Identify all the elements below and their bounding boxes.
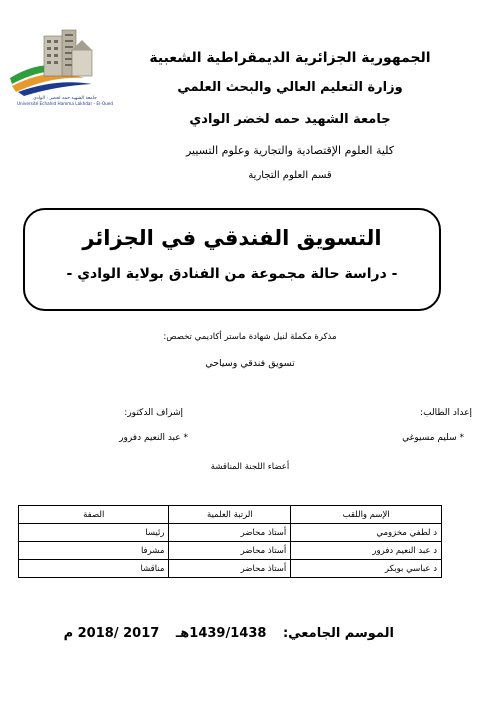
column-header-rank: الرتبة العلمية [169,506,291,524]
faculty-name: كلية العلوم الإقتصادية والتجارية وعلوم التسيير [185,144,395,157]
table-row [19,542,442,560]
memo-description: مذكرة مكملة لنيل شهادة ماستر أكاديمي تخصص: [163,332,337,342]
thesis-subtitle: - دراسة حالة مجموعة من الفنادق بولاية الوادي - [66,266,398,282]
republic-name: الجمهورية الجزائرية الديمقراطية الشعبية [149,50,431,66]
table-header-row [19,506,442,524]
member-rank: أستاذ محاضر [169,524,291,542]
logo-caption-en: Université Echahid Hamma Lakhdar - El-Oued [16,101,114,106]
season-hijri: 1439/1438هـ [175,626,267,641]
academic-season [60,626,400,641]
prepared-by-label: إعداد الطالب: [420,408,472,418]
supervisor-name: * عبد النعيم دفرور [119,433,188,443]
member-role: مشرفا [19,542,169,560]
logo-caption-ar: جامعة الشهيد حمه لخضر - الوادي [33,96,97,101]
column-header-role: الصفة [19,506,169,524]
university-logo-icon [6,26,124,96]
memo-specialty: تسويق فندقي وسياحي [205,358,295,369]
season-label: الموسم الجامعي: [282,626,394,641]
ministry-name: وزارة التعليم العالي والبحث العلمي [177,80,403,95]
column-header-name: الإسم واللقب [291,506,442,524]
student-name: * سليم مسيوغي [402,433,464,443]
university-name: جامعة الشهيد حمه لخضر الوادي [189,112,391,127]
member-rank: أستاذ محاضر [169,542,291,560]
table-row [19,524,442,542]
member-rank: أستاذ محاضر [169,560,291,578]
committee-table [18,505,442,578]
season-gregorian: 2017 /2018 م [63,626,160,641]
member-name: د عباسي بوبكر [291,560,442,578]
university-logo [6,26,124,108]
department-name: قسم العلوم التجارية [248,170,332,181]
committee-label: أعضاء اللجنة المناقشة [210,462,290,472]
table-row [19,560,442,578]
member-name: د لطفي مخزومي [291,524,442,542]
member-role: رئيسا [19,524,169,542]
thesis-title: التسويق الفندقي في الجزائر [82,226,382,250]
member-role: مناقشا [19,560,169,578]
supervisor-label: إشراف الدكتور: [124,408,183,418]
member-name: د عبد النعيم دفرور [291,542,442,560]
title-box [23,208,441,311]
